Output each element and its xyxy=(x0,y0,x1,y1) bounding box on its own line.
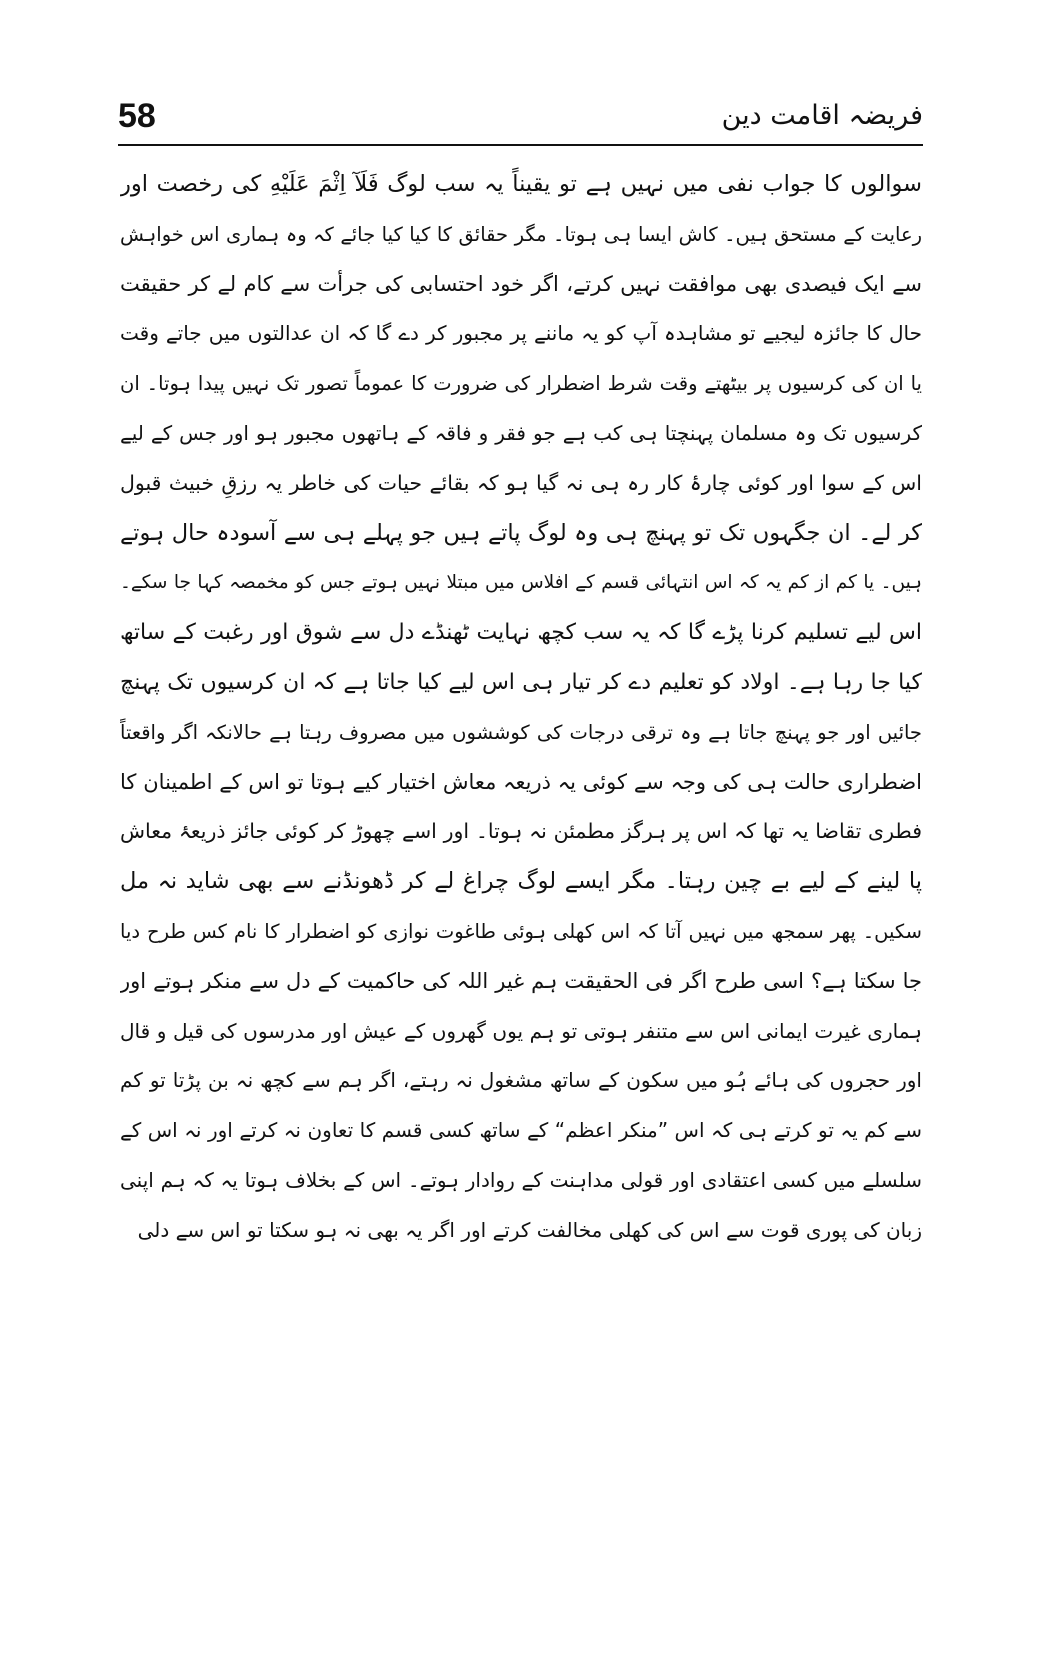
text-line: کر لے۔ ان جگہوں تک تو پہنچ ہی وہ لوگ پاتے ہیں جو پہلے ہی سے آسودہ حال ہوتے xyxy=(120,519,922,546)
text-line: سلسلے میں کسی اعتقادی اور قولی مداہنت کے روادار ہوتے۔ اس کے بخلاف ہوتا یہ کہ ہم اپنی xyxy=(120,1167,922,1192)
text-line: فطری تقاضا یہ تھا کہ اس پر ہرگز مطمئن نہ ہوتا۔ اور اسے چھوڑ کر کوئی جائز ذریعۂ معاش xyxy=(120,819,922,844)
text-line: رعایت کے مستحق ہیں۔ کاش ایسا ہی ہوتا۔ مگر حقائق کا کیا کیا جائے کہ وہ ہماری اس خواہش xyxy=(120,222,922,246)
text-line: ہیں۔ یا کم از کم یہ کہ اس انتہائی قسم کے افلاس میں مبتلا نہیں ہوتے جس کو مخمصہ کہا جا سکے۔ xyxy=(120,572,922,594)
text-line: سکیں۔ پھر سمجھ میں نہیں آتا کہ اس کھلی ہوئی طاغوت نوازی کو اضطرار کا نام کس طرح دیا xyxy=(120,919,922,943)
text-line: سے کم یہ تو کرتے ہی کہ اس ”منکر اعظم“ کے ساتھ کسی قسم کا تعاون نہ کرتے اور نہ اس کے xyxy=(120,1118,922,1143)
running-title: فریضہ اقامت دین xyxy=(721,100,923,131)
text-line: کرسیوں تک وہ مسلمان پہنچتا ہی کب ہے جو فقر و فاقہ کے ہاتھوں مجبور ہو اور جس کے لیے xyxy=(120,420,922,445)
page-header xyxy=(118,96,923,144)
text-line: اور حجروں کی ہائے ہُو میں سکون کے ساتھ مشغول نہ رہتے، اگر ہم سے کچھ نہ بن پڑتا تو کم xyxy=(120,1068,922,1093)
text-line: زبان کی پوری قوت سے اس کی کھلی مخالفت کرتے اور اگر یہ بھی نہ ہو سکتا تو اس سے دلی xyxy=(137,1217,922,1242)
text-line: سے ایک فیصدی بھی موافقت نہیں کرتے، اگر خود احتسابی کی جرأت سے کام لے کر حقیقت xyxy=(120,271,922,296)
text-line: جا سکتا ہے؟ اسی طرح اگر فی الحقیقت ہم غیر اللہ کی حاکمیت کے دل سے منکر ہوتے اور xyxy=(120,968,922,993)
text-line: اضطراری حالت ہی کی وجہ سے کوئی یہ ذریعہ معاش اختیار کیے ہوتا تو اس کے اطمینان کا xyxy=(120,769,922,794)
header-divider xyxy=(118,144,923,146)
text-line: کیا جا رہا ہے۔ اولاد کو تعلیم دے کر تیار ہی اس لیے کیا جاتا ہے کہ ان کرسیوں تک پہنچ xyxy=(120,669,922,695)
body-text xyxy=(120,160,922,1256)
text-line: پا لینے کے لیے بے چین رہتا۔ مگر ایسے لوگ چراغ لے کر ڈھونڈنے سے بھی شاید نہ مل xyxy=(120,868,922,895)
text-line: حال کا جائزہ لیجیے تو مشاہدہ آپ کو یہ ماننے پر مجبور کر دے گا کہ ان عدالتوں میں جاتے وقت xyxy=(120,321,922,346)
text-line: جائیں اور جو پہنچ جاتا ہے وہ ترقی درجات کی کوششوں میں مصروف رہتا ہے حالانکہ اگر واقعتاً xyxy=(120,720,922,744)
text-line: اس لیے تسلیم کرنا پڑے گا کہ یہ سب کچھ نہایت ٹھنڈے دل سے شوق اور رغبت کے ساتھ xyxy=(120,620,922,646)
page-number: 58 xyxy=(118,97,156,135)
text-line: اس کے سوا اور کوئی چارۂ کار رہ ہی نہ گیا ہو کہ بقائے حیات کی خاطر یہ رزقِ خبیث قبول xyxy=(120,470,922,495)
text-line: ہماری غیرت ایمانی اس سے متنفر ہوتی تو ہم یوں گھروں کے عیش اور مدرسوں کی قیل و قال xyxy=(120,1018,922,1043)
text-line: یا ان کی کرسیوں پر بیٹھتے وقت شرط اضطرار کی ضرورت کا عموماً تصور تک نہیں پیدا ہوتا۔ ان xyxy=(120,372,922,396)
text-line: سوالوں کا جواب نفی میں نہیں ہے تو یقیناً یہ سب لوگ فَلَآ اِثْمَ عَلَيْهِ کی رخصت اور xyxy=(120,171,922,197)
